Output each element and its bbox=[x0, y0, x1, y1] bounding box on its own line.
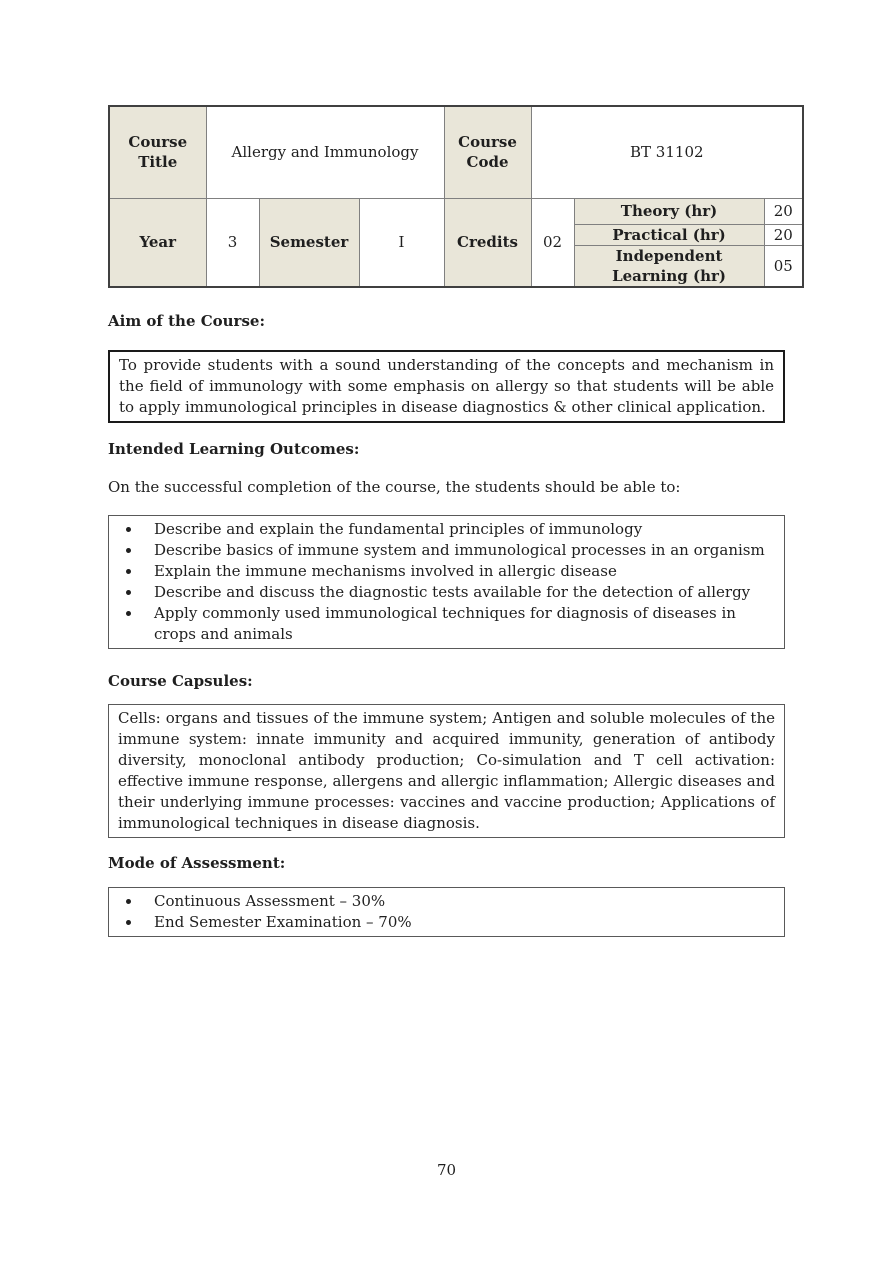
ilo-bullet-list bbox=[118, 519, 775, 645]
ilo-intro: On the successful completion of the course, the students should be able to: bbox=[108, 477, 681, 496]
list-item: • Apply commonly used immunological techniques for diagnosis of diseases in crops and animals bbox=[142, 603, 775, 645]
list-item: • Describe and explain the fundamental principles of immunology bbox=[142, 519, 775, 540]
theory-hours-value: 20 bbox=[764, 198, 803, 224]
aim-heading: Aim of the Course: bbox=[108, 311, 265, 330]
independent-learning-hours-value: 05 bbox=[764, 245, 803, 287]
year-label: Year bbox=[109, 198, 206, 287]
course-title-value: Allergy and Immunology bbox=[206, 106, 444, 198]
list-item: • Describe basics of immune system and immunological processes in an organism bbox=[142, 540, 775, 561]
course-capsules-heading: Course Capsules: bbox=[108, 671, 253, 690]
course-capsules-text: Cells: organs and tissues of the immune system; Antigen and soluble molecules of the immune system: innate immunity and acquired immunity, generation of antibody diversity, monoclonal antibody production; Co-simulation and T cell activation: effective immune response, allergens and allergic inflammation; Allergic diseases and their underlying immune processes: vaccines and vaccine production; Applications of immunological techniques in disease diagnosis. bbox=[118, 708, 775, 832]
ilo-heading: Intended Learning Outcomes: bbox=[108, 439, 360, 458]
course-code-label: Course Code bbox=[444, 106, 531, 198]
list-item: • Describe and discuss the diagnostic tests available for the detection of allergy bbox=[142, 582, 775, 603]
semester-value: I bbox=[359, 198, 444, 287]
page-number: 70 bbox=[436, 1161, 457, 1179]
list-item: • Explain the immune mechanisms involved in allergic disease bbox=[142, 561, 775, 582]
credits-label: Credits bbox=[444, 198, 531, 287]
semester-label: Semester bbox=[259, 198, 359, 287]
course-capsules-box bbox=[108, 704, 785, 838]
aim-box bbox=[108, 350, 785, 423]
course-title-label: Course Title bbox=[109, 106, 206, 198]
assessment-bullet-list bbox=[118, 891, 775, 933]
list-item: • End Semester Examination – 70% bbox=[142, 912, 775, 933]
mode-of-assessment-heading: Mode of Assessment: bbox=[108, 853, 286, 872]
mode-of-assessment-box bbox=[108, 887, 785, 937]
course-code-value: BT 31102 bbox=[531, 106, 803, 198]
list-item: • Continuous Assessment – 30% bbox=[142, 891, 775, 912]
year-value: 3 bbox=[206, 198, 259, 287]
ilo-box bbox=[108, 515, 785, 649]
practical-hours-label: Practical (hr) bbox=[574, 224, 764, 245]
course-info-table bbox=[108, 105, 804, 288]
independent-learning-hours-label: Independent Learning (hr) bbox=[574, 245, 764, 287]
theory-hours-label: Theory (hr) bbox=[574, 198, 764, 224]
credits-value: 02 bbox=[531, 198, 574, 287]
aim-text: To provide students with a sound understanding of the concepts and mechanism in the field of immunology with some emphasis on allergy so that students will be able to apply immunological principles in disease diagnostics & other clinical application. bbox=[119, 355, 774, 416]
practical-hours-value: 20 bbox=[764, 224, 803, 245]
